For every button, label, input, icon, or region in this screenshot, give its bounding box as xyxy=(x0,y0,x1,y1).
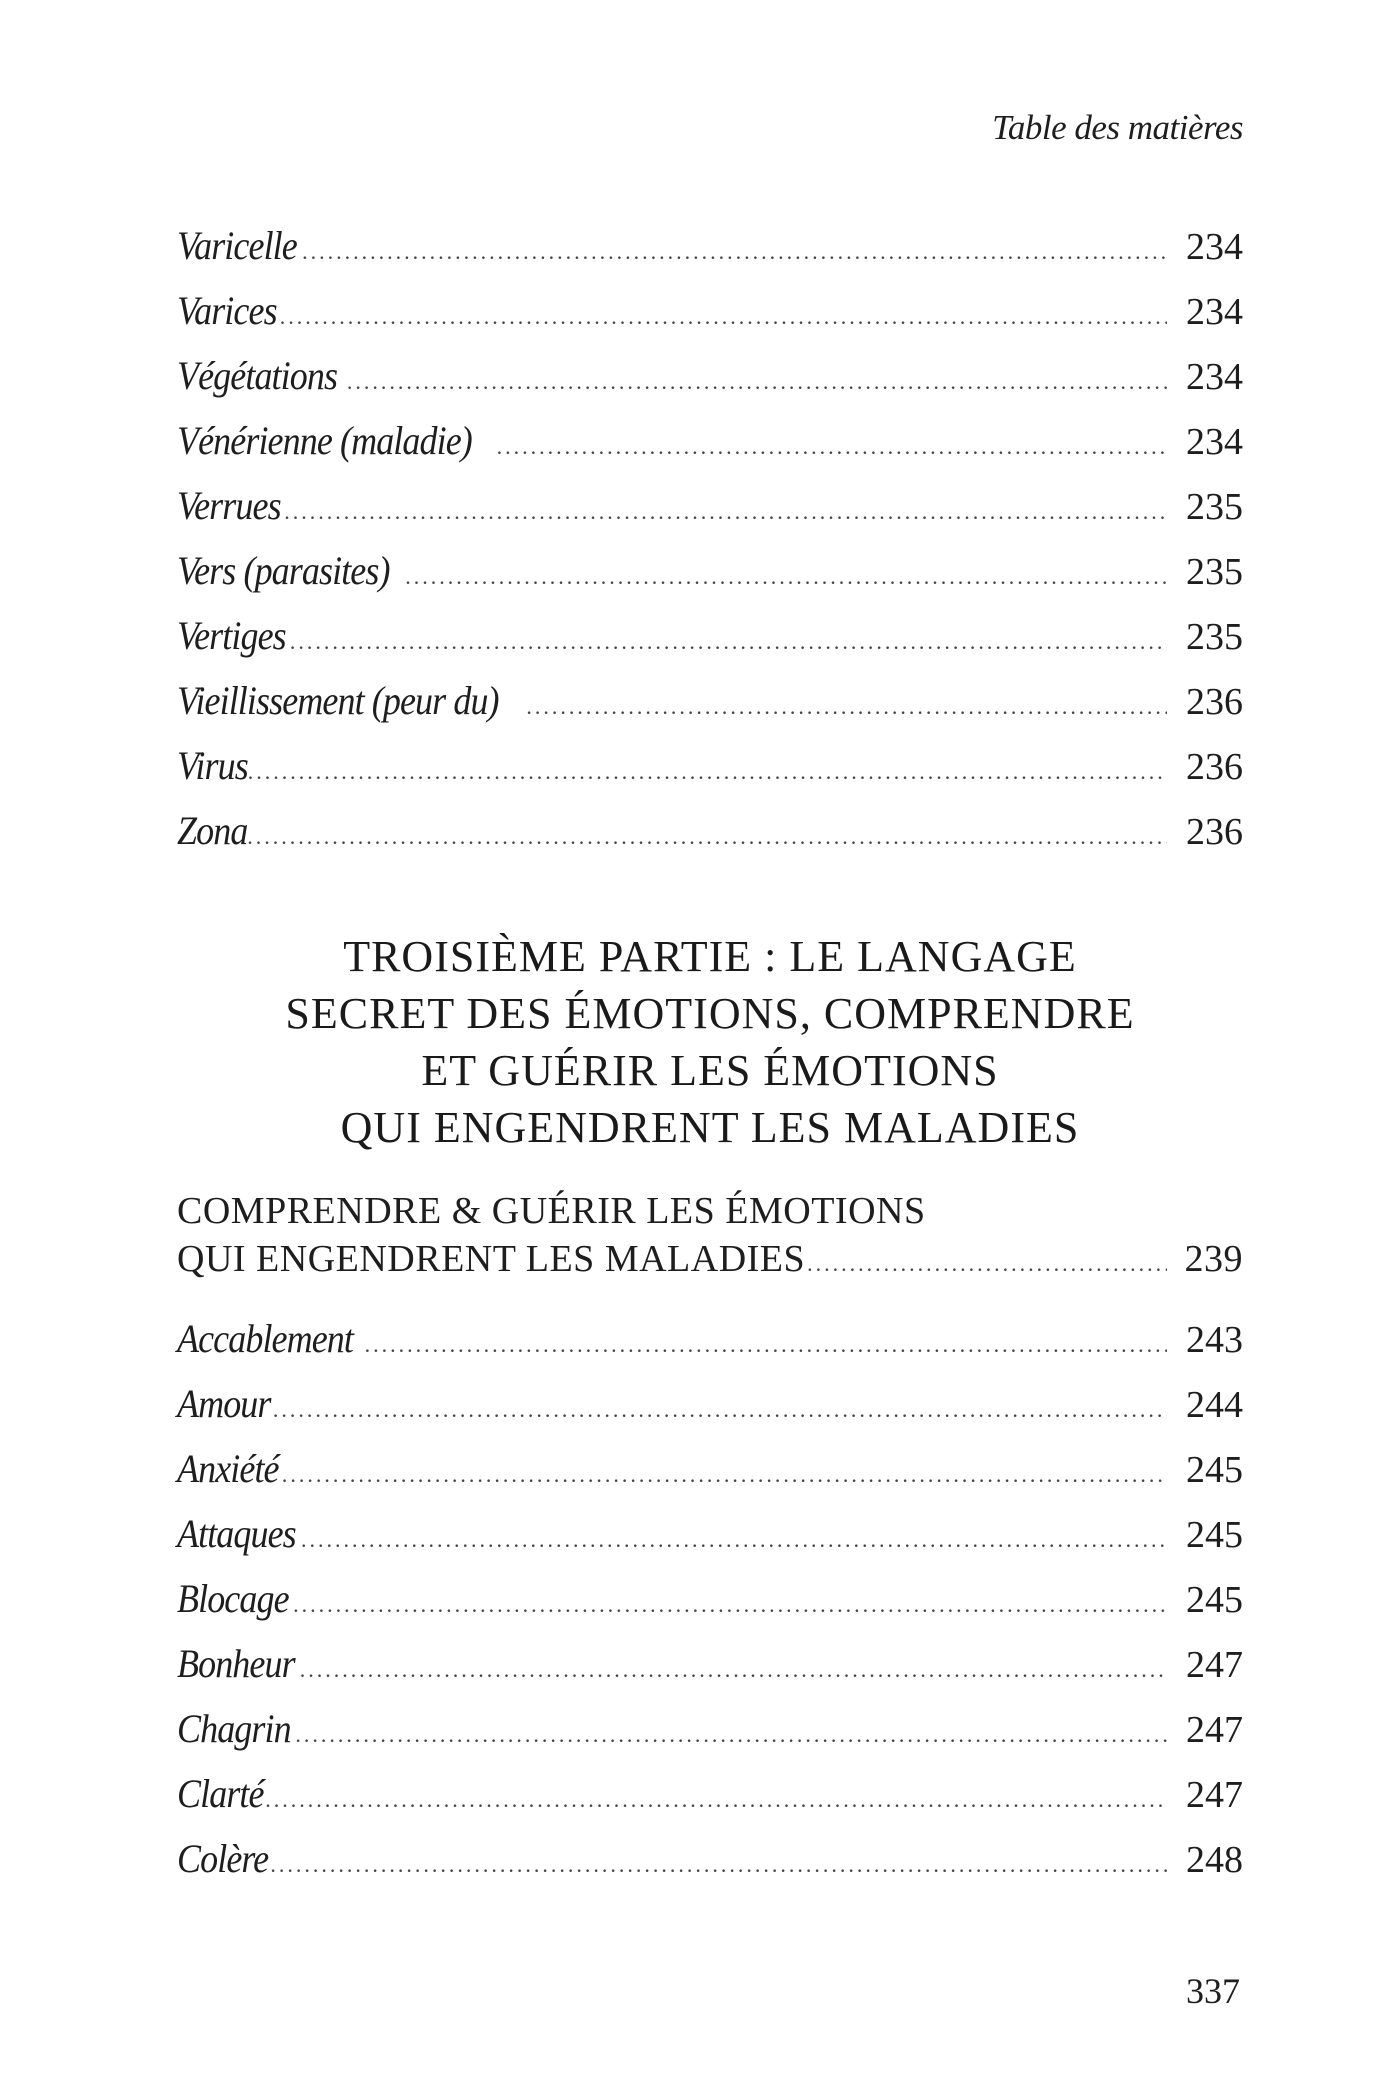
toc-entry-label: Vertiges xyxy=(177,613,286,658)
toc-entry-label: Amour xyxy=(177,1381,271,1426)
section-page: 239 xyxy=(1184,1238,1243,1280)
dot-leader xyxy=(265,1787,1167,1813)
dot-leader xyxy=(807,1240,1167,1288)
toc-entry-page: 245 xyxy=(1186,1579,1243,1621)
toc-entry-label: Attaques xyxy=(177,1511,296,1556)
dot-leader xyxy=(302,239,1167,265)
toc-entry-label: Colère xyxy=(177,1836,269,1881)
toc-entry[interactable] xyxy=(177,807,1243,872)
dot-leader xyxy=(293,1592,1167,1618)
toc-entry[interactable] xyxy=(177,1575,1243,1640)
toc-entry[interactable] xyxy=(177,612,1243,677)
dot-leader xyxy=(282,1462,1167,1488)
toc-entry-label: Zona xyxy=(177,808,248,853)
toc-entry[interactable] xyxy=(177,352,1243,417)
toc-entry-page: 235 xyxy=(1186,486,1243,528)
toc-entry-label: Accablement xyxy=(177,1316,354,1361)
dot-leader xyxy=(273,1397,1167,1423)
section-entry[interactable] xyxy=(177,1187,1243,1288)
toc-entry[interactable] xyxy=(177,287,1243,352)
toc-entry-label: Virus xyxy=(177,743,248,788)
toc-entry-label: Vieillissement (peur du) xyxy=(177,678,499,723)
toc-entry-label: Verrues xyxy=(177,483,281,528)
part-title-line: QUI ENGENDRENT LES MALADIES xyxy=(340,1103,1080,1152)
toc-entry-page: 234 xyxy=(1186,421,1243,463)
dot-leader xyxy=(248,759,1167,785)
dot-leader xyxy=(290,629,1167,655)
dot-leader xyxy=(365,1332,1167,1358)
toc-entry[interactable] xyxy=(177,1770,1243,1835)
toc-entry-label: Clarté xyxy=(177,1771,264,1816)
toc-entry-page: 235 xyxy=(1186,616,1243,658)
toc-entry[interactable] xyxy=(177,1640,1243,1705)
toc-entry-label: Anxiété xyxy=(177,1446,279,1491)
toc-entry-label: Vers (parasites) xyxy=(177,548,390,593)
section-title-line1: COMPRENDRE & GUÉRIR LES ÉMOTIONS xyxy=(177,1190,926,1232)
toc-entry[interactable] xyxy=(177,547,1243,612)
toc-entry[interactable] xyxy=(177,677,1243,742)
page-number: 337 xyxy=(1186,1971,1240,2011)
toc-entry-page: 236 xyxy=(1186,811,1243,853)
toc-entry[interactable] xyxy=(177,1835,1243,1900)
toc-entry-page: 234 xyxy=(1186,226,1243,268)
toc-entry-label: Bonheur xyxy=(177,1641,295,1686)
toc-entry[interactable] xyxy=(177,1445,1243,1510)
toc-entry-page: 247 xyxy=(1186,1774,1243,1816)
dot-leader xyxy=(280,304,1167,330)
dot-leader xyxy=(270,1852,1167,1878)
part-title xyxy=(160,928,1260,1156)
toc-entry[interactable] xyxy=(177,1510,1243,1575)
dot-leader xyxy=(247,824,1167,850)
toc-entry-label: Varices xyxy=(177,288,277,333)
part-title-line: ET GUÉRIR LES ÉMOTIONS xyxy=(421,1046,999,1095)
toc-entry-label: Végétations xyxy=(177,353,338,398)
toc-entry-page: 234 xyxy=(1186,356,1243,398)
toc-list-top xyxy=(177,222,1243,872)
section-title-line2: QUI ENGENDRENT LES MALADIES xyxy=(177,1238,806,1280)
toc-entry[interactable] xyxy=(177,482,1243,547)
toc-entry[interactable] xyxy=(177,1315,1243,1380)
toc-entry-page: 247 xyxy=(1186,1709,1243,1751)
toc-entry-page: 243 xyxy=(1186,1319,1243,1361)
toc-entry-page: 234 xyxy=(1186,291,1243,333)
dot-leader xyxy=(301,1527,1167,1553)
toc-entry-label: Vénérienne (maladie) xyxy=(177,418,472,463)
dot-leader xyxy=(284,499,1167,525)
toc-entry-page: 236 xyxy=(1186,746,1243,788)
toc-entry-label: Chagrin xyxy=(177,1706,291,1751)
toc-entry-page: 245 xyxy=(1186,1514,1243,1556)
part-title-line: TROISIÈME PARTIE : LE LANGAGE xyxy=(343,932,1077,981)
dot-leader xyxy=(526,694,1167,720)
toc-entry[interactable] xyxy=(177,742,1243,807)
toc-entry-page: 247 xyxy=(1186,1644,1243,1686)
toc-entry[interactable] xyxy=(177,417,1243,482)
toc-entry[interactable] xyxy=(177,222,1243,287)
toc-entry-page: 245 xyxy=(1186,1449,1243,1491)
toc-entry-page: 248 xyxy=(1186,1839,1243,1881)
dot-leader xyxy=(347,369,1167,395)
toc-entry-label: Varicelle xyxy=(177,223,297,268)
part-title-line: SECRET DES ÉMOTIONS, COMPRENDRE xyxy=(285,989,1135,1038)
dot-leader xyxy=(405,564,1167,590)
dot-leader xyxy=(295,1722,1167,1748)
toc-entry-label: Blocage xyxy=(177,1576,289,1621)
toc-entry[interactable] xyxy=(177,1705,1243,1770)
running-head: Table des matières xyxy=(992,108,1243,147)
dot-leader xyxy=(300,1657,1167,1683)
toc-entry[interactable] xyxy=(177,1380,1243,1445)
toc-entry-page: 244 xyxy=(1186,1384,1243,1426)
toc-entry-page: 236 xyxy=(1186,681,1243,723)
toc-entry-page: 235 xyxy=(1186,551,1243,593)
dot-leader xyxy=(497,434,1167,460)
toc-list-bottom xyxy=(177,1315,1243,1900)
